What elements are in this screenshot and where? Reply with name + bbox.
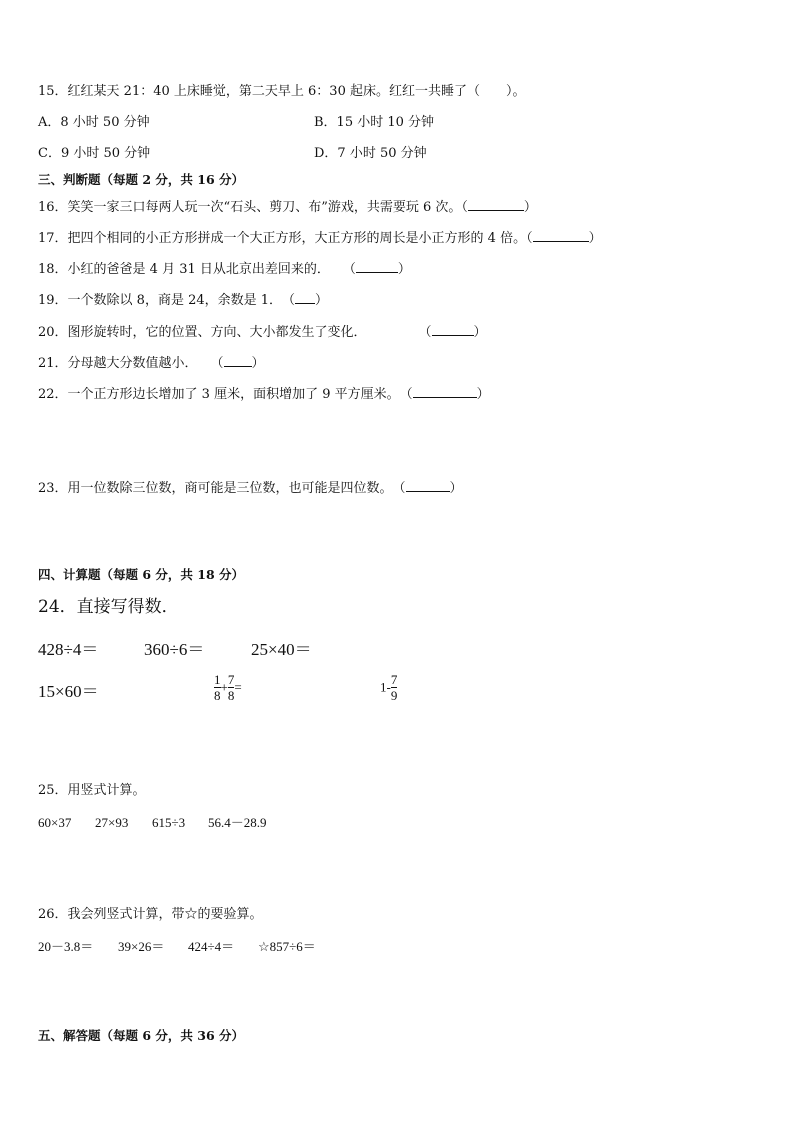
q23-close: ）: [449, 481, 463, 496]
q16-close: ）: [523, 200, 537, 215]
q17-answer-blank[interactable]: [533, 230, 589, 242]
fraction-numerator: 7: [390, 672, 398, 687]
q15-option-a: A．8 小时 50 分钟: [38, 115, 150, 130]
q22: [38, 386, 490, 403]
q15-option-d: D．7 小时 50 分钟: [314, 146, 427, 161]
q24-item-4: 15×60＝: [38, 682, 99, 701]
q23-answer-blank[interactable]: [406, 480, 450, 492]
q26-item-3: 424÷4＝: [188, 939, 235, 954]
q20: [38, 324, 487, 341]
q19-close: ）: [315, 293, 329, 308]
q17-text: 17．把四个相同的小正方形拼成一个大正方形，大正方形的周长是小正方形的 4 倍。（: [38, 231, 533, 246]
q25-item-2: 27×93: [95, 815, 129, 830]
q17: [38, 230, 602, 247]
q24-title: 24．直接写得数．: [38, 597, 179, 617]
q15-option-c: C．9 小时 50 分钟: [38, 146, 151, 161]
q15-option-b: B．15 小时 10 分钟: [314, 115, 435, 130]
q24-item-3-wrap: [251, 640, 312, 660]
one-minus: 1-: [380, 679, 391, 695]
fraction-denominator: 8: [227, 688, 235, 703]
fraction-denominator: 9: [390, 688, 398, 703]
q18-text: 18．小红的爸爸是 4 月 31 日从北京出差回来的． （: [38, 262, 356, 277]
q25-title: 25．用竖式计算。: [38, 783, 146, 798]
q20-close: ）: [473, 325, 487, 340]
q26-item-1: 20－3.8＝: [38, 939, 94, 954]
q26-title: 26．我会列竖式计算，带☆的要验算。: [38, 907, 263, 922]
q21-answer-blank[interactable]: [224, 355, 252, 367]
q24-one-minus-fraction: [380, 672, 397, 703]
q25-item-3: 615÷3: [152, 815, 186, 830]
q24-item-1: 428÷4＝: [38, 640, 99, 659]
q25-item-1: 60×37: [38, 815, 72, 830]
q21-close: ）: [251, 356, 265, 371]
q16-answer-blank[interactable]: [468, 199, 524, 211]
fraction-numerator: 7: [227, 672, 235, 687]
equals-sign: =: [234, 679, 242, 695]
q17-close: ）: [588, 231, 602, 246]
fraction-numerator: 1: [214, 672, 221, 687]
q26-item-4: ☆857÷6＝: [258, 939, 316, 954]
q24-item-2-wrap: [144, 640, 204, 660]
q19-answer-blank[interactable]: [295, 292, 315, 304]
section-4-heading: 四、计算题（每题 6 分，共 18 分）: [38, 567, 245, 582]
q16-text: 16．笑笑一家三口每两人玩一次“石头、剪刀、布”游戏，共需要玩 6 次。（: [38, 200, 468, 215]
q20-text: 20．图形旋转时，它的位置、方向、大小都发生了变化． （: [38, 325, 432, 340]
q16: [38, 199, 537, 216]
q19: [38, 292, 328, 309]
q24-item-2: 360÷6＝: [144, 640, 205, 659]
q24-row-1: [38, 640, 98, 660]
fraction-7-9: [391, 672, 398, 703]
q26-item-2: 39×26＝: [118, 939, 165, 954]
q18-answer-blank[interactable]: [356, 261, 398, 273]
plus-sign: +: [220, 679, 228, 695]
q23-text: 23．用一位数除三位数，商可能是三位数，也可能是四位数。 （: [38, 481, 406, 496]
q21: [38, 355, 265, 372]
q18-close: ）: [397, 262, 411, 277]
q18: [38, 261, 411, 278]
q24-fraction-sum: [214, 672, 242, 703]
q22-text: 22．一个正方形边长增加了 3 厘米，面积增加了 9 平方厘米。 （: [38, 387, 413, 402]
q24-item-3: 25×40＝: [251, 640, 312, 659]
q21-text: 21．分母越大分数值越小． （: [38, 356, 224, 371]
q20-answer-blank[interactable]: [432, 324, 474, 336]
section-3-heading: 三、判断题（每题 2 分，共 16 分）: [38, 172, 245, 187]
section-5-heading: 五、解答题（每题 6 分，共 36 分）: [38, 1028, 245, 1043]
q19-text: 19．一个数除以 8，商是 24，余数是 1． （: [38, 293, 296, 308]
q22-close: ）: [476, 387, 490, 402]
q25-item-4: 56.4－28.9: [208, 815, 267, 830]
q15-stem: 15．红红某天 21：40 上床睡觉，第二天早上 6：30 起床。红红一共睡了（ ）。: [38, 84, 526, 99]
q22-answer-blank[interactable]: [413, 386, 477, 398]
fraction-denominator: 8: [214, 688, 221, 703]
q23: [38, 480, 463, 497]
